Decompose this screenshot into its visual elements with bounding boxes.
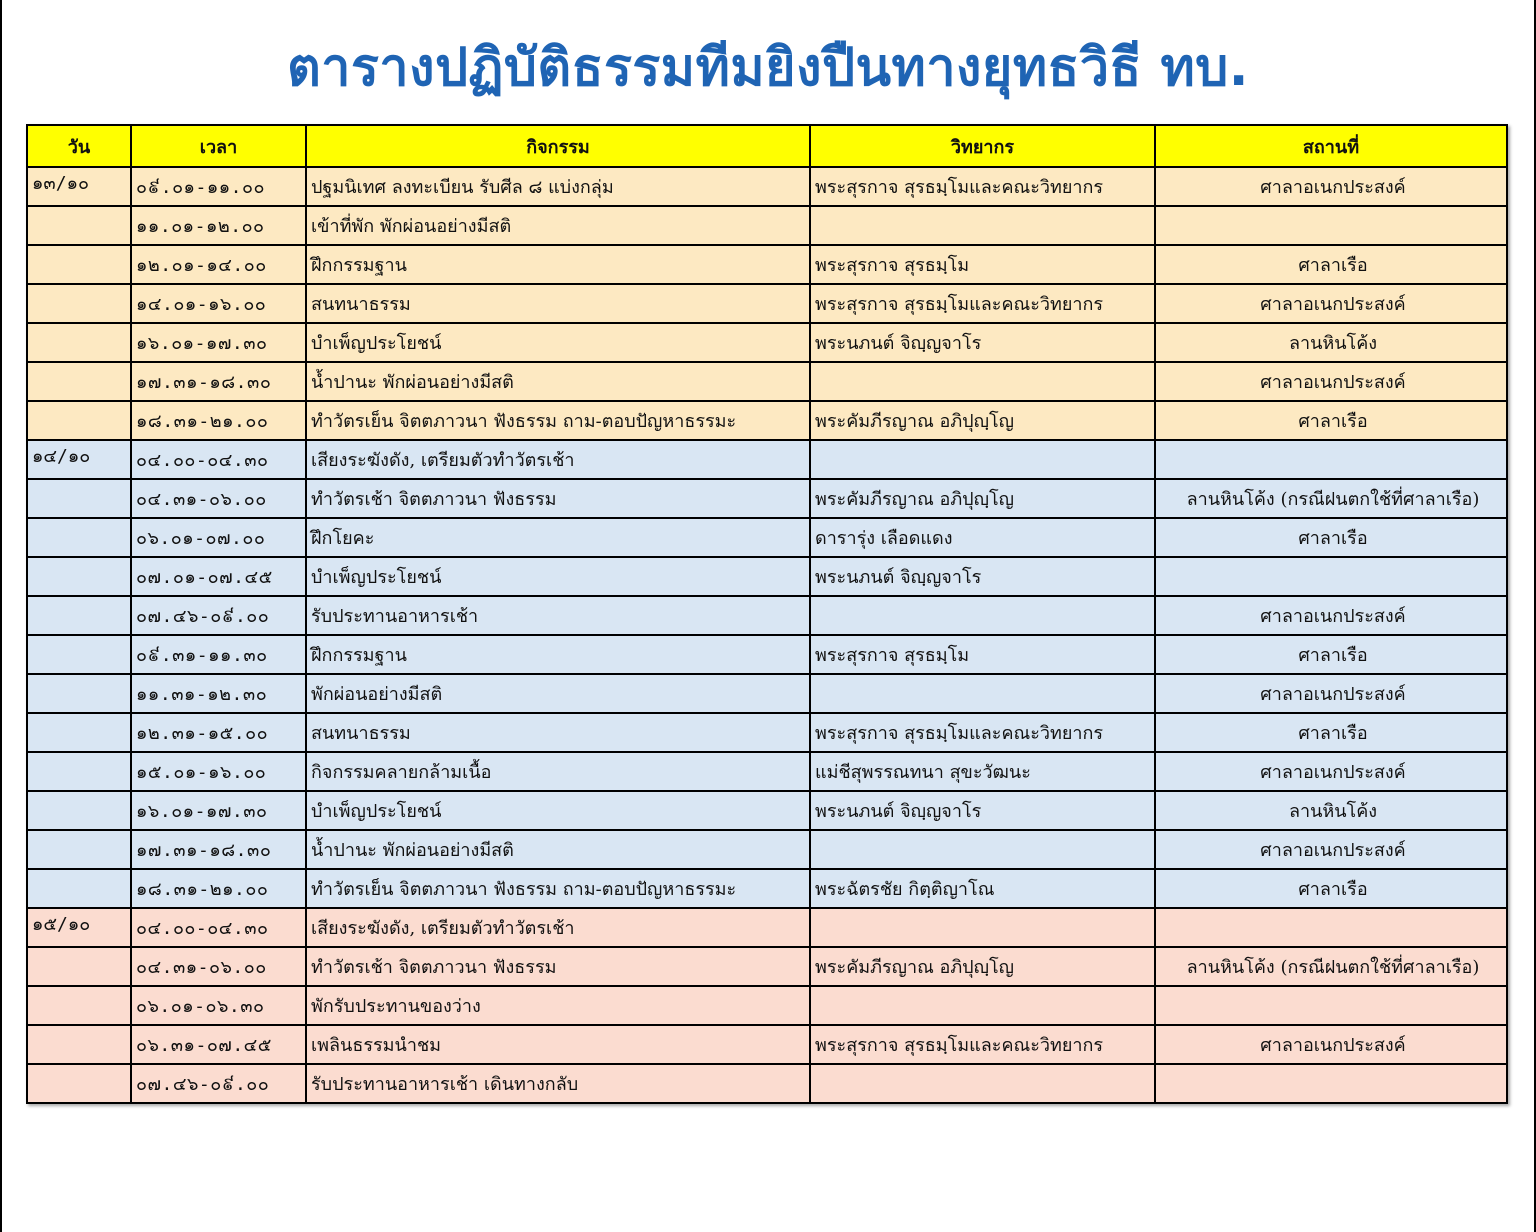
time-cell: ๐៩.๐๑-๑๑.๐๐: [131, 167, 306, 206]
place-cell: ศาลาอเนกประสงค์: [1155, 284, 1507, 323]
header-time: เวลา: [131, 125, 306, 167]
speaker-cell: [810, 1064, 1155, 1103]
place-cell: ศาลาอเนกประสงค์: [1155, 1025, 1507, 1064]
place-cell: ศาลาเรือ: [1155, 518, 1507, 557]
place-cell: [1155, 986, 1507, 1025]
place-cell: ศาลาอเนกประสงค์: [1155, 752, 1507, 791]
header-speaker: วิทยากร: [810, 125, 1155, 167]
activity-cell: ทำวัตรเย็น จิตตภาวนา ฟังธรรม ถาม-ตอบปัญหาธรรมะ: [306, 401, 810, 440]
time-cell: ๑๒.๓๑-๑๕.๐๐: [131, 713, 306, 752]
speaker-cell: แม่ชีสุพรรณทนา สุขะวัฒนะ: [810, 752, 1155, 791]
day-cell: [27, 479, 131, 518]
time-cell: ๐๔.๓๑-๐๖.๐๐: [131, 947, 306, 986]
header-place: สถานที่: [1155, 125, 1507, 167]
activity-cell: สนทนาธรรม: [306, 713, 810, 752]
day-cell: [27, 401, 131, 440]
time-cell: ๑๗.๓๑-๑๘.๓๐: [131, 362, 306, 401]
time-cell: ๑๑.๓๑-๑๒.๓๐: [131, 674, 306, 713]
speaker-cell: พระนภนต์ จิญฺญจาโร: [810, 557, 1155, 596]
table-row: [27, 167, 1507, 206]
time-cell: ๑๑.๐๑-๑๒.๐๐: [131, 206, 306, 245]
place-cell: ศาลาเรือ: [1155, 635, 1507, 674]
time-cell: ๐๔.๐๐-๐๔.๓๐: [131, 440, 306, 479]
schedule-table: [26, 124, 1508, 1104]
day-cell: [27, 674, 131, 713]
day-cell: [27, 791, 131, 830]
place-cell: ศาลาอเนกประสงค์: [1155, 674, 1507, 713]
activity-cell: บำเพ็ญประโยชน์: [306, 323, 810, 362]
table-row: [27, 518, 1507, 557]
place-cell: ศาลาเรือ: [1155, 245, 1507, 284]
day-cell: ๑๔/๑๐: [27, 440, 131, 479]
day-cell: [27, 362, 131, 401]
day-cell: [27, 947, 131, 986]
speaker-cell: พระคัมภีรญาณ อภิปุญฺโญ: [810, 401, 1155, 440]
time-cell: ๐๗.๔๖-๐៩.๐๐: [131, 596, 306, 635]
time-cell: ๐๔.๐๐-๐๔.๓๐: [131, 908, 306, 947]
time-cell: ๑๖.๐๑-๑๗.๓๐: [131, 323, 306, 362]
speaker-cell: พระคัมภีรญาณ อภิปุญฺโญ: [810, 947, 1155, 986]
activity-cell: ทำวัตรเย็น จิตตภาวนา ฟังธรรม ถาม-ตอบปัญหาธรรมะ: [306, 869, 810, 908]
time-cell: ๐៩.๓๑-๑๑.๓๐: [131, 635, 306, 674]
table-row: [27, 713, 1507, 752]
page-title: ตารางปฏิบัติธรรมทีมยิงปืนทางยุทธวิธี ทบ.: [287, 38, 1249, 98]
activity-cell: ทำวัตรเช้า จิตตภาวนา ฟังธรรม: [306, 479, 810, 518]
table-row: [27, 752, 1507, 791]
activity-cell: ทำวัตรเช้า จิตตภาวนา ฟังธรรม: [306, 947, 810, 986]
speaker-cell: พระนภนต์ จิญฺญจาโร: [810, 791, 1155, 830]
speaker-cell: [810, 830, 1155, 869]
table-row: [27, 284, 1507, 323]
activity-cell: น้ำปานะ พักผ่อนอย่างมีสติ: [306, 830, 810, 869]
place-cell: ศาลาอเนกประสงค์: [1155, 830, 1507, 869]
speaker-cell: [810, 674, 1155, 713]
day-cell: [27, 713, 131, 752]
day-cell: [27, 1025, 131, 1064]
table-row: [27, 206, 1507, 245]
speaker-cell: ดารารุ่ง เลือดแดง: [810, 518, 1155, 557]
table-row: [27, 1064, 1507, 1103]
time-cell: ๑๔.๐๑-๑๖.๐๐: [131, 284, 306, 323]
activity-cell: ฝึกกรรมฐาน: [306, 635, 810, 674]
place-cell: ศาลาเรือ: [1155, 401, 1507, 440]
time-cell: ๑๘.๓๑-๒๑.๐๐: [131, 869, 306, 908]
time-cell: ๐๖.๐๑-๐๗.๐๐: [131, 518, 306, 557]
time-cell: ๑๖.๐๑-๑๗.๓๐: [131, 791, 306, 830]
speaker-cell: [810, 908, 1155, 947]
place-cell: ลานหินโค้ง (กรณีฝนตกใช้ที่ศาลาเรือ): [1155, 947, 1507, 986]
place-cell: [1155, 206, 1507, 245]
day-cell: [27, 557, 131, 596]
day-cell: [27, 245, 131, 284]
speaker-cell: พระสุรกาจ สุรธมฺโม: [810, 245, 1155, 284]
day-cell: [27, 869, 131, 908]
table-row: [27, 791, 1507, 830]
place-cell: ลานหินโค้ง: [1155, 791, 1507, 830]
time-cell: ๑๒.๐๑-๑๔.๐๐: [131, 245, 306, 284]
activity-cell: บำเพ็ญประโยชน์: [306, 557, 810, 596]
table-row: [27, 323, 1507, 362]
speaker-cell: พระสุรกาจ สุรธมฺโม: [810, 635, 1155, 674]
day-cell: [27, 284, 131, 323]
table-row: [27, 479, 1507, 518]
speaker-cell: พระฉัตรชัย กิตฺติญาโณ: [810, 869, 1155, 908]
activity-cell: ปฐมนิเทศ ลงทะเบียน รับศีล ๘ แบ่งกลุ่ม: [306, 167, 810, 206]
speaker-cell: [810, 440, 1155, 479]
time-cell: ๑๗.๓๑-๑๘.๓๐: [131, 830, 306, 869]
header-day: วัน: [27, 125, 131, 167]
table-row: [27, 947, 1507, 986]
speaker-cell: พระนภนต์ จิญฺญจาโร: [810, 323, 1155, 362]
place-cell: [1155, 908, 1507, 947]
activity-cell: พักรับประทานของว่าง: [306, 986, 810, 1025]
speaker-cell: [810, 362, 1155, 401]
time-cell: ๐๗.๐๑-๐๗.๔๕: [131, 557, 306, 596]
table-row: [27, 401, 1507, 440]
speaker-cell: พระสุรกาจ สุรธมฺโมและคณะวิทยากร: [810, 1025, 1155, 1064]
table-row: [27, 674, 1507, 713]
activity-cell: น้ำปานะ พักผ่อนอย่างมีสติ: [306, 362, 810, 401]
activity-cell: รับประทานอาหารเช้า: [306, 596, 810, 635]
place-cell: ศาลาอเนกประสงค์: [1155, 596, 1507, 635]
header-activity: กิจกรรม: [306, 125, 810, 167]
speaker-cell: [810, 206, 1155, 245]
day-cell: ๑๓/๑๐: [27, 167, 131, 206]
table-row: [27, 908, 1507, 947]
place-cell: ลานหินโค้ง: [1155, 323, 1507, 362]
table-row: [27, 557, 1507, 596]
speaker-cell: พระสุรกาจ สุรธมฺโมและคณะวิทยากร: [810, 167, 1155, 206]
time-cell: ๐๖.๓๑-๐๗.๔๕: [131, 1025, 306, 1064]
day-cell: [27, 830, 131, 869]
time-cell: ๐๔.๓๑-๐๖.๐๐: [131, 479, 306, 518]
place-cell: ศาลาอเนกประสงค์: [1155, 167, 1507, 206]
place-cell: ศาลาอเนกประสงค์: [1155, 362, 1507, 401]
activity-cell: เสียงระฆังดัง, เตรียมตัวทำวัตรเช้า: [306, 440, 810, 479]
table-body: [27, 167, 1507, 1103]
table-row: [27, 869, 1507, 908]
table-row: [27, 830, 1507, 869]
activity-cell: กิจกรรมคลายกล้ามเนื้อ: [306, 752, 810, 791]
day-cell: [27, 206, 131, 245]
activity-cell: ฝึกกรรมฐาน: [306, 245, 810, 284]
place-cell: [1155, 1064, 1507, 1103]
speaker-cell: พระสุรกาจ สุรธมฺโมและคณะวิทยากร: [810, 284, 1155, 323]
place-cell: [1155, 440, 1507, 479]
day-cell: [27, 752, 131, 791]
table-row: [27, 986, 1507, 1025]
place-cell: ศาลาเรือ: [1155, 713, 1507, 752]
speaker-cell: พระคัมภีรญาณ อภิปุญฺโญ: [810, 479, 1155, 518]
speaker-cell: [810, 986, 1155, 1025]
day-cell: [27, 596, 131, 635]
time-cell: ๐๖.๐๑-๐๖.๓๐: [131, 986, 306, 1025]
activity-cell: เพลินธรรมนำชม: [306, 1025, 810, 1064]
place-cell: ศาลาเรือ: [1155, 869, 1507, 908]
activity-cell: เข้าที่พัก พักผ่อนอย่างมีสติ: [306, 206, 810, 245]
day-cell: [27, 1064, 131, 1103]
time-cell: ๑๕.๐๑-๑๖.๐๐: [131, 752, 306, 791]
table-row: [27, 440, 1507, 479]
activity-cell: สนทนาธรรม: [306, 284, 810, 323]
time-cell: ๑๘.๓๑-๒๑.๐๐: [131, 401, 306, 440]
day-cell: [27, 323, 131, 362]
place-cell: ลานหินโค้ง (กรณีฝนตกใช้ที่ศาลาเรือ): [1155, 479, 1507, 518]
table-row: [27, 635, 1507, 674]
place-cell: [1155, 557, 1507, 596]
activity-cell: เสียงระฆังดัง, เตรียมตัวทำวัตรเช้า: [306, 908, 810, 947]
day-cell: [27, 986, 131, 1025]
activity-cell: ฝึกโยคะ: [306, 518, 810, 557]
day-cell: [27, 635, 131, 674]
day-cell: ๑๕/๑๐: [27, 908, 131, 947]
table-row: [27, 596, 1507, 635]
activity-cell: รับประทานอาหารเช้า เดินทางกลับ: [306, 1064, 810, 1103]
table-row: [27, 245, 1507, 284]
speaker-cell: [810, 596, 1155, 635]
speaker-cell: พระสุรกาจ สุรธมฺโมและคณะวิทยากร: [810, 713, 1155, 752]
activity-cell: บำเพ็ญประโยชน์: [306, 791, 810, 830]
table-header-row: [27, 125, 1507, 167]
activity-cell: พักผ่อนอย่างมีสติ: [306, 674, 810, 713]
table-row: [27, 362, 1507, 401]
table-row: [27, 1025, 1507, 1064]
time-cell: ๐๗.๔๖-๐៩.๐๐: [131, 1064, 306, 1103]
day-cell: [27, 518, 131, 557]
